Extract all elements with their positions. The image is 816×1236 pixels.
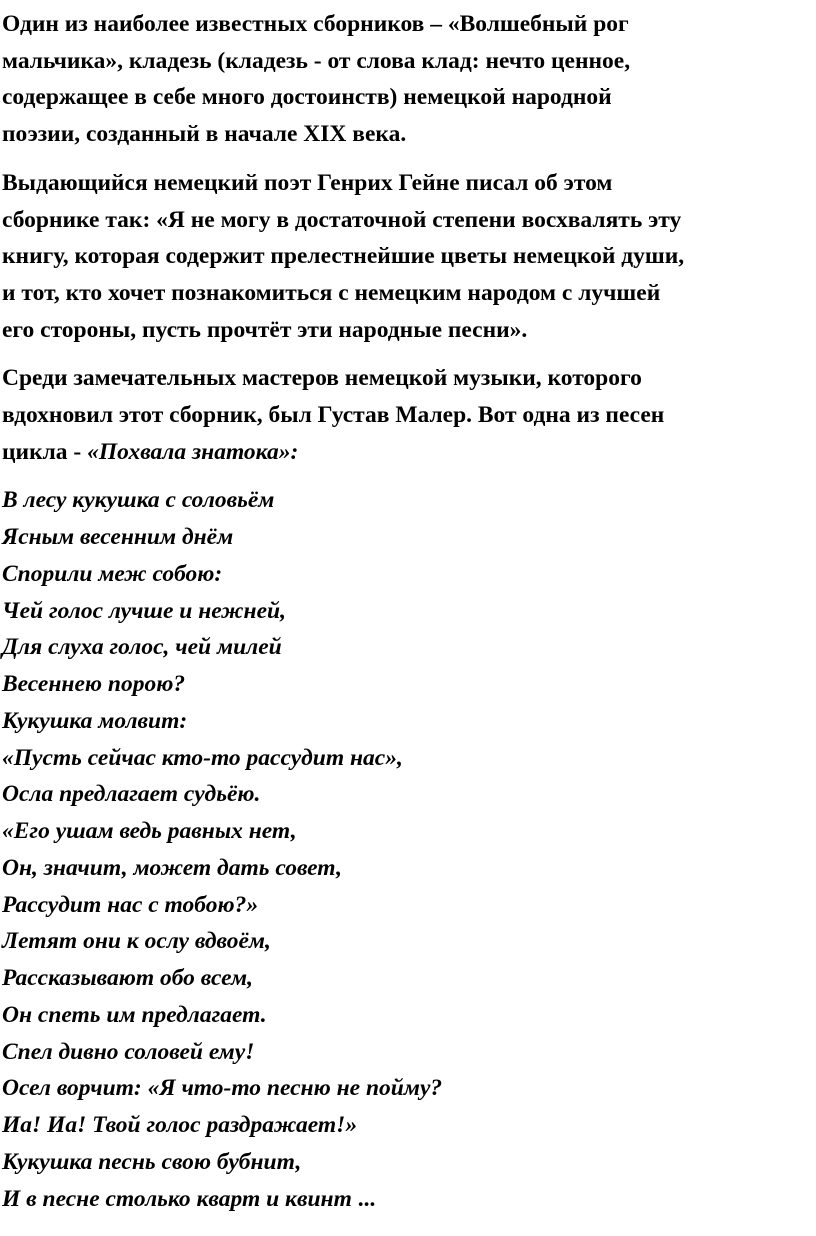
poem-line: Летят они к ослу вдвоём,	[2, 928, 271, 955]
text-line: его стороны, пусть прочтёт эти народные песни».	[2, 316, 528, 343]
poem-line	[2, 1181, 816, 1218]
poem-line: Иа! Иа! Твой голос раздражает!»	[2, 1112, 358, 1139]
text-line: вдохновил этот сборник, был Густав Малер. Вот одна из песен	[2, 402, 665, 429]
paragraph-heine-quote	[2, 165, 816, 349]
poem	[2, 482, 816, 1217]
poem-last-line-text: И в песне столько кварт и квинт	[2, 1185, 358, 1212]
text-line: содержащее в себе много достоинств) немецкой народной	[2, 84, 612, 111]
poem-line: В лесу кукушка с соловьём	[2, 487, 275, 514]
text-line	[2, 434, 816, 471]
poem-line: «Его ушам ведь равных нет,	[2, 818, 297, 845]
poem-line: Спел дивно соловей ему!	[2, 1038, 255, 1065]
poem-line: Весеннею порою?	[2, 671, 186, 698]
poem-line: Он спеть им предлагает.	[2, 1001, 267, 1028]
text-line: Выдающийся немецкий поэт Генрих Гейне писал об этом	[2, 169, 613, 196]
poem-line: Чей голос лучше и нежней,	[2, 597, 286, 624]
poem-line: Для слуха голос, чей милей	[2, 634, 282, 661]
poem-line: Он, значит, может дать совет,	[2, 854, 343, 881]
paragraph-mahler	[2, 360, 816, 470]
text-line: поэзии, созданный в начале XIX века.	[2, 121, 407, 148]
text-line: книгу, которая содержит прелестнейшие цветы немецкой души,	[2, 243, 685, 270]
poem-line: Спорили меж собою:	[2, 560, 223, 587]
paragraph-intro	[2, 6, 816, 153]
poem-line: Рассказывают обо всем,	[2, 965, 253, 992]
poem-line: Осел ворчит: «Я что-то песню не пойму?	[2, 1075, 443, 1102]
poem-line: «Пусть сейчас кто-то рассудит нас»,	[2, 744, 403, 771]
text-line: сборнике так: «Я не могу в достаточной степени восхвалять эту	[2, 206, 682, 233]
poem-line: Осла предлагает судьёю.	[2, 781, 261, 808]
song-title: «Похвала знатока»:	[87, 438, 299, 465]
ellipsis: ...	[357, 1185, 376, 1212]
poem-line: Рассудит нас с тобою?»	[2, 891, 259, 918]
poem-line: Кукушка песнь свою бубнит,	[2, 1148, 302, 1175]
text-line: Один из наиболее известных сборников – «Волшебный рог	[2, 11, 629, 37]
text-line: мальчика», кладезь (кладезь - от слова клад: нечто ценное,	[2, 47, 631, 74]
poem-line: Кукушка молвит:	[2, 707, 188, 734]
line-prefix: цикла -	[2, 438, 88, 465]
poem-line: Ясным весенним днём	[2, 524, 234, 551]
text-line: Среди замечательных мастеров немецкой музыки, которого	[2, 365, 642, 392]
text-line: и тот, кто хочет познакомиться с немецким народом с лучшей	[2, 279, 661, 306]
